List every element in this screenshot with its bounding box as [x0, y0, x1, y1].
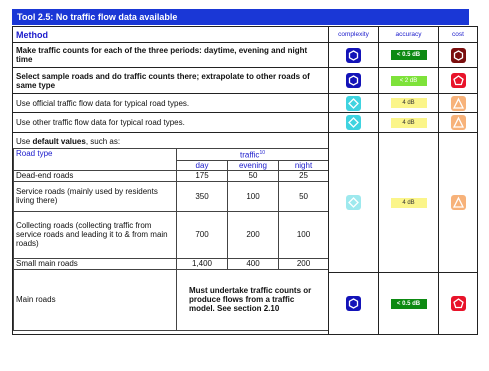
complexity-cell: [329, 68, 379, 94]
cost-hexagon-icon: [451, 48, 466, 63]
road-name: Service roads (mainly used by residents living there): [14, 181, 177, 211]
evening-value: 200: [228, 211, 279, 258]
road-name: Dead-end roads: [14, 170, 177, 181]
evening-value: 50: [228, 170, 279, 181]
method-row-3: [13, 94, 478, 113]
header-row: [13, 27, 478, 43]
method-row-1: [13, 43, 478, 68]
cost-triangle-icon: [451, 115, 466, 130]
accuracy-badge: 4 dB: [391, 98, 427, 108]
header-accuracy: accuracy: [379, 27, 439, 43]
accuracy-badge: < 0.5 dB: [391, 50, 427, 60]
complexity-column-cell: [329, 133, 379, 335]
method-text: Make traffic counts for each of the three periods: daytime, evening and night time: [13, 43, 329, 68]
complexity-diamond-icon: [346, 195, 361, 210]
method-text: Use official traffic flow data for typical road types.: [13, 94, 329, 113]
cost-column-cell: [439, 133, 478, 335]
day-header: day: [177, 160, 228, 170]
main-roads-row: [14, 269, 329, 330]
cost-cell: [439, 94, 478, 113]
complexity-diamond-icon: [346, 96, 361, 111]
road-row: [14, 258, 329, 269]
accuracy-badge: 4 dB: [391, 118, 427, 128]
cost-cell: [439, 113, 478, 133]
day-value: 700: [177, 211, 228, 258]
road-name: Small main roads: [14, 258, 177, 269]
cost-cell: [439, 68, 478, 94]
accuracy-cell: [379, 68, 439, 94]
traffic-header: traffic$^{10}$: [177, 149, 329, 161]
default-values-cell: [13, 133, 329, 335]
evening-header: evening: [228, 160, 279, 170]
night-value: 50: [279, 181, 329, 211]
method-text: Use other traffic flow data for typical road types.: [13, 113, 329, 133]
cost-pentagon-icon: [451, 296, 466, 311]
night-value: 200: [279, 258, 329, 269]
accuracy-column-cell: [379, 133, 439, 335]
main-roads-name: Main roads: [14, 269, 177, 330]
complexity-diamond-icon: [346, 115, 361, 130]
default-values-row: [13, 133, 478, 335]
method-row-4: [13, 113, 478, 133]
tool-title: Tool 2.5: No traffic flow data available: [12, 9, 469, 25]
evening-value: 100: [228, 181, 279, 211]
complexity-hexagon-icon: [346, 296, 361, 311]
complexity-hexagon-icon: [346, 73, 361, 88]
road-type-header-row: [14, 149, 329, 161]
night-header: night: [279, 160, 329, 170]
default-values-intro: Use default values, such as:: [16, 137, 121, 147]
default-values-table: [13, 148, 329, 331]
cost-cell: [439, 43, 478, 68]
night-value: 25: [279, 170, 329, 181]
evening-value: 400: [228, 258, 279, 269]
accuracy-cell: [379, 43, 439, 68]
method-row-2: [13, 68, 478, 94]
complexity-cell: [329, 113, 379, 133]
complexity-hexagon-icon: [346, 48, 361, 63]
day-value: 1,400: [177, 258, 228, 269]
accuracy-badge: 4 dB: [391, 198, 427, 208]
day-value: 350: [177, 181, 228, 211]
method-table: [12, 26, 478, 335]
method-text: Select sample roads and do traffic counts there; extrapolate to other roads of same type: [13, 68, 329, 94]
main-roads-note: Must undertake traffic counts or produce flows from a traffic model. See section 2.10: [177, 269, 329, 330]
cost-triangle-icon: [451, 96, 466, 111]
road-row: [14, 170, 329, 181]
cost-pentagon-icon: [451, 73, 466, 88]
accuracy-cell: [379, 94, 439, 113]
road-name: Collecting roads (collecting traffic from service roads and leading it to & from main roads): [14, 211, 177, 258]
accuracy-cell: [379, 113, 439, 133]
day-value: 175: [177, 170, 228, 181]
header-complexity: complexity: [329, 27, 379, 43]
complexity-cell: [329, 94, 379, 113]
night-value: 100: [279, 211, 329, 258]
cost-triangle-icon: [451, 195, 466, 210]
road-row: [14, 211, 329, 258]
header-cost: cost: [439, 27, 478, 43]
accuracy-badge: < 2 dB: [391, 76, 427, 86]
accuracy-badge: < 0.5 dB: [391, 299, 427, 309]
road-type-header: Road type: [14, 149, 177, 171]
road-row: [14, 181, 329, 211]
complexity-cell: [329, 43, 379, 68]
header-method: Method: [13, 27, 329, 43]
